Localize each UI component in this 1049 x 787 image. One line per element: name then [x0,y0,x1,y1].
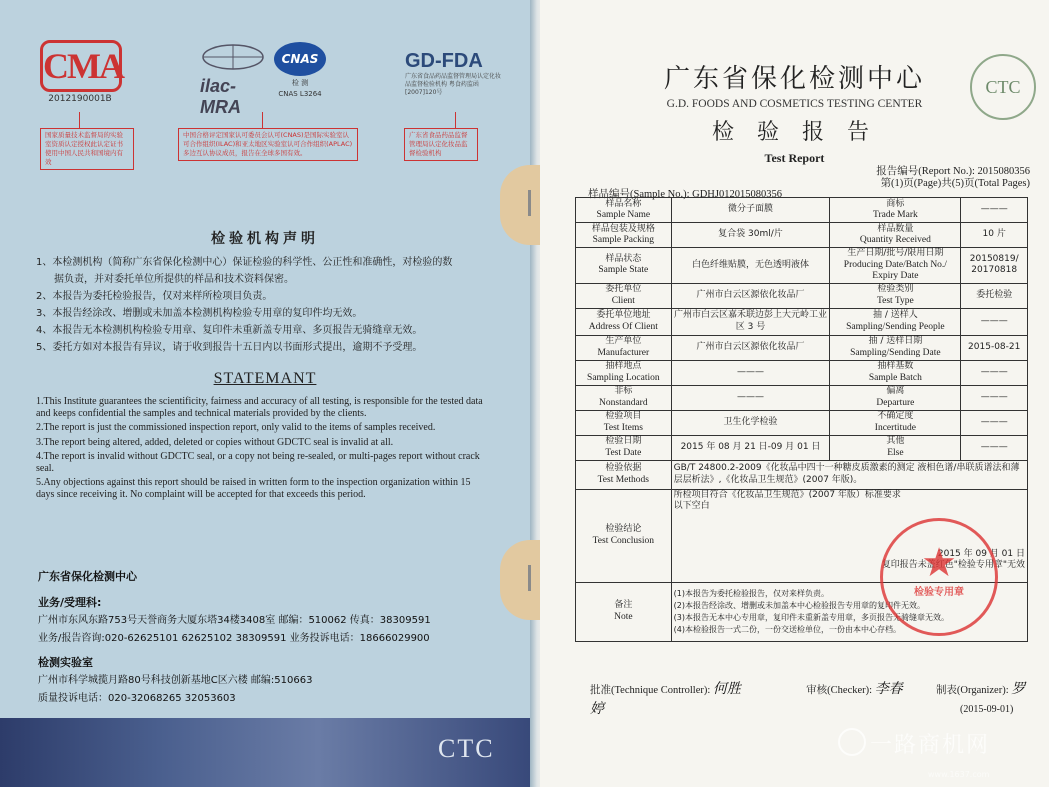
contact-org: 广东省保化检测中心 [38,570,137,583]
conclusion-note: 复印报告未盖红色"检验专用章"无效 [881,560,1025,570]
row-label-en: Producing Date/Batch No./ Expiry Date [843,259,947,281]
row-label-en: Sample State [598,265,649,276]
row-label-cn: 检验结论 [605,524,642,534]
row-label-cn: 样品数量 [877,223,914,234]
business-address: 广州市东风东路753号天誉商务大厦东塔34楼3408室 邮编：510062 传真：38309591 [38,615,431,626]
ilac-globe-icon [200,42,266,72]
gdfda-logo-text: GD-FDA [405,50,483,72]
cma-logo-text: CMA [40,40,122,92]
checker-label: 审核(Checker): [806,685,873,696]
row-label-cn: 备注 [614,600,633,610]
report-title-cn: 检 验 报 告 [712,120,877,145]
row-label-en: Test Date [605,447,642,458]
row-value: ——— [961,360,1028,385]
row-value: ——— [961,410,1028,435]
table-row [576,335,1028,360]
row-label-cn: 抽 / 送样人 [872,310,918,320]
watermark-text: 一路商机网 [870,733,991,758]
row-label-cn: 抽样地点 [605,361,642,371]
row-value: 10 片 [961,223,1028,248]
row-label-cn: 检验依据 [605,463,642,473]
table-row [576,385,1028,410]
row-label-cn: 非标 [614,386,633,396]
row-value: ——— [961,308,1028,335]
inspection-stamp [880,518,998,636]
declaration-line: 4、本报告无本检测机构检验专用章、复印件未重新盖专用章、多页报告无骑缝章无效。 [36,325,423,336]
row-value: 广州市白云区源依化妆品厂 [671,335,830,360]
row-label-en: Nonstandard [599,397,648,408]
statement-item: 3.The report being altered, added, deleted or copies without GDCTC seal is invalid at all. [36,436,394,448]
ilac-logo [200,42,270,117]
ilac-red-note: 中国合格评定国家认可委员会认可(CNAS)是国际实验室认可合作组织(ILAC)和亚太地区实验室认可合作组织(APLAC)多边互认协议成员，报告在全球多国有效。 [178,128,358,161]
statement-item: 5.Any objections against this report should be raised in written form to the inspection organization within 15 days since receiving it. No complaint will be accepted for that exceeds this period. [36,477,471,500]
row-value: ——— [961,198,1028,223]
watermark-logo-icon [838,728,866,756]
row-label-en: Test Items [603,422,643,433]
cma-logo [40,40,123,110]
table-row [576,360,1028,385]
sample-number: 样品编号(Sample No.): GDHJ012015080356 [588,189,782,200]
center-title-en: G.D. FOODS AND COSMETICS TESTING CENTER [666,98,923,110]
row-label-cn: 检验项目 [605,411,642,421]
gdfda-desc: 广东省食品药品监督管理局认定化妆品监督检验机构 粤食药监函[2007]120号 [405,73,502,96]
controller-label: 批准(Technique Controller): [590,685,711,696]
note-item: (1)本报告为委托检验报告，仅对来样负责。 [673,588,829,598]
row-value: ——— [671,360,830,385]
row-label-en: Client [611,295,635,306]
row-label-cn: 生产日期/批号/限用日期 [847,248,944,258]
row-value: 2015 年 08 月 21 日-09 月 01 日 [671,435,830,460]
row-label-cn: 偏离 [886,386,905,396]
stamp-label: 检验专用章 [914,587,964,598]
conclusion-date: 2015 年 09 月 01 日 [937,548,1025,559]
row-value: 广州市白云区源依化妆品厂 [671,283,830,308]
staple [528,190,531,216]
declaration-line: 据负责，并对委托单位所提供的样品和技术资料保密。 [54,274,294,285]
row-label-en: Trade Mark [872,210,918,220]
conclusion-blank: 以下空白 [673,501,710,511]
cnas-logo [270,42,330,112]
table-row [576,248,1028,284]
row-label-cn: 抽 / 送样日期 [868,336,923,346]
row-label-en: Manufacturer [597,347,650,358]
row-label-en: Quantity Received [859,235,931,245]
row-label-en: Test Conclusion [592,535,654,546]
row-value: 卫生化学检验 [671,410,830,435]
organizer-signature: 罗婷 [590,681,1026,717]
cnas-sub1: 检 测 [291,79,309,87]
row-value: 白色纤维贴膜，无色透明液体 [671,248,830,284]
row-label-cn: 不确定度 [877,411,914,421]
center-title-cn: 广东省保化检测中心 [663,64,925,94]
watermark-site: www.1637.com [928,770,990,779]
checker-signature: 李春 [874,681,903,697]
row-value: 复合袋 30ml/片 [671,223,830,248]
statement-item: 1.This Institute guarantees the scientificity, fairness and accuracy of all testing, is responsible for the tested data and keeps confidential the samples and technical materials provided by the clients. [36,396,483,419]
conclusion-text: 所检项目符合《化妆品卫生规范》(2007 年版）标准要求 [673,489,901,500]
business-phone: 业务/报告咨询:020-62625101 62625102 38309591 业务投诉电话：18666029900 [38,633,430,644]
lab-address: 广州市科学城揽月路80号科技创新基地C区六楼 邮编:510663 [38,675,313,686]
declaration-line: 1、本检测机构（简称广东省保化检测中心）保证检验的科学性、公正性和准确性，对检验的数 [36,257,453,268]
row-label-cn: 委托单位地址 [596,310,651,320]
page-count: 第(1)页(Page)共(5)页(Total Pages) [880,178,1030,189]
row-value: 2015-08-21 [961,335,1028,360]
row-label-cn: 委托单位 [605,284,642,294]
methods-row [576,460,1028,489]
row-label-cn: 生产单位 [605,336,642,346]
row-label-en: Departure [876,397,915,408]
declaration-title: 检验机构声明 [211,231,319,247]
row-label-en: Sampling Location [587,372,660,383]
row-label-en: Incertitude [874,422,916,433]
row-label-cn: 样品状态 [605,253,642,264]
row-label-cn: 检验类别 [877,284,914,294]
row-label-en: Note [614,611,633,622]
red-connector [79,112,80,128]
note-item: (2)本报告经涂改、增删或未加盖本中心检验报告专用章的复印件无效。 [673,600,925,610]
row-value: 广州市白云区嘉禾联边彭上大元岭工业区 3 号 [671,308,830,335]
declaration-line: 5、委托方如对本报告有异议，请于收到报告十五日内以书面形式提出，逾期不予受理。 [36,342,423,353]
issue-date: (2015-09-01) [960,704,1014,715]
row-label-en: Sample Name [596,210,651,220]
row-label-cn: 样品包装及规格 [591,223,655,234]
row-value: ——— [961,435,1028,460]
statement-item: 4.The report is invalid without GDCTC seal, or a copy not being re-sealed, or multi-pages report without crack seal. [36,451,480,474]
table-row [576,223,1028,248]
table-row [576,198,1028,223]
declaration-line: 3、本报告经涂改、增删或未加盖本检测机构检验专用章的复印件均无效。 [36,308,363,319]
staple [528,565,531,591]
red-connector [455,112,456,128]
ctc-seal: CTC [970,54,1036,120]
row-label-en: Address Of Client [588,321,658,332]
red-connector [262,112,263,128]
row-label-cn: 其他 [886,436,905,446]
row-label-cn: 检验日期 [605,436,642,446]
row-label-en: Sampling/Sending Date [850,347,941,358]
table-row [576,435,1028,460]
row-value: ——— [671,385,830,410]
note-item: (3)本报告无本中心专用章，复印件未重新盖专用章，多页报告无骑缝章无效。 [673,612,949,622]
gdfda-logo [405,50,505,97]
row-value: 微分子面膜 [671,198,830,223]
cma-red-note: 国家质量技术监督局的实验室资质认定授权此认定证书使用中国人民共和国境内有效 [40,128,134,170]
statement-body [36,396,486,503]
business-heading: 业务/受理科: [38,596,102,609]
cma-number: 2012190001B [48,94,112,104]
row-label-cn: 抽样基数 [877,361,914,371]
row-label-cn: 商标 [886,198,905,209]
statement-item: 2.The report is just the commissioned inspection report, only valid to the items of samples received. [36,422,436,433]
row-label-en: Sample Packing [592,235,655,245]
row-value: 20150819/ 20170818 [961,248,1028,284]
row-label-en: Sample Batch [868,372,922,383]
declaration-body [36,254,506,356]
row-value: ——— [961,385,1028,410]
row-label-en: Else [887,447,904,458]
report-title-en: Test Report [764,151,825,165]
ilac-logo-text: ilac-MRA [200,76,241,117]
row-value: 委托检验 [961,283,1028,308]
methods-value: GB/T 24800.2-2009《化妆品中四十一种糖皮质激素的测定 液相色谱/串联质谱法和薄层层析法》,《化妆品卫生规范》(2007 年版)。 [671,460,1027,489]
row-label-en: Test Methods [597,474,649,485]
cnas-sub2: CNAS L3264 [278,90,322,98]
report-number: 报告编号(Report No.): 2015080356 [876,166,1030,177]
row-label-en: Test Type [876,295,914,306]
table-row [576,308,1028,335]
row-label-en: Sampling/Sending People [846,321,945,332]
star-icon: ★ [921,540,957,586]
lab-heading: 检测实验室 [38,656,93,669]
row-label-cn: 样品名称 [605,198,642,209]
note-item: (4)本检验报告一式二份，一份交送检单位，一份由本中心存档。 [673,624,901,634]
contact-info [38,568,508,708]
organizer-label: 制表(Organizer): [935,685,1009,696]
ctc-logo-text: CTC [438,734,495,763]
statement-title: STATEMANT [213,370,317,387]
declaration-line: 2、本报告为委托检验报告，仅对来样所检项目负责。 [36,291,273,302]
table-row [576,410,1028,435]
cnas-logo-text: CNAS [274,42,326,76]
gdfda-red-note: 广东省食品药品监督管理局认定化妆品监督检验机构 [404,128,478,161]
table-row [576,283,1028,308]
lab-phone: 质量投诉电话：020-32068265 32053603 [38,693,236,704]
controller-signature: 何胜 [712,681,741,697]
